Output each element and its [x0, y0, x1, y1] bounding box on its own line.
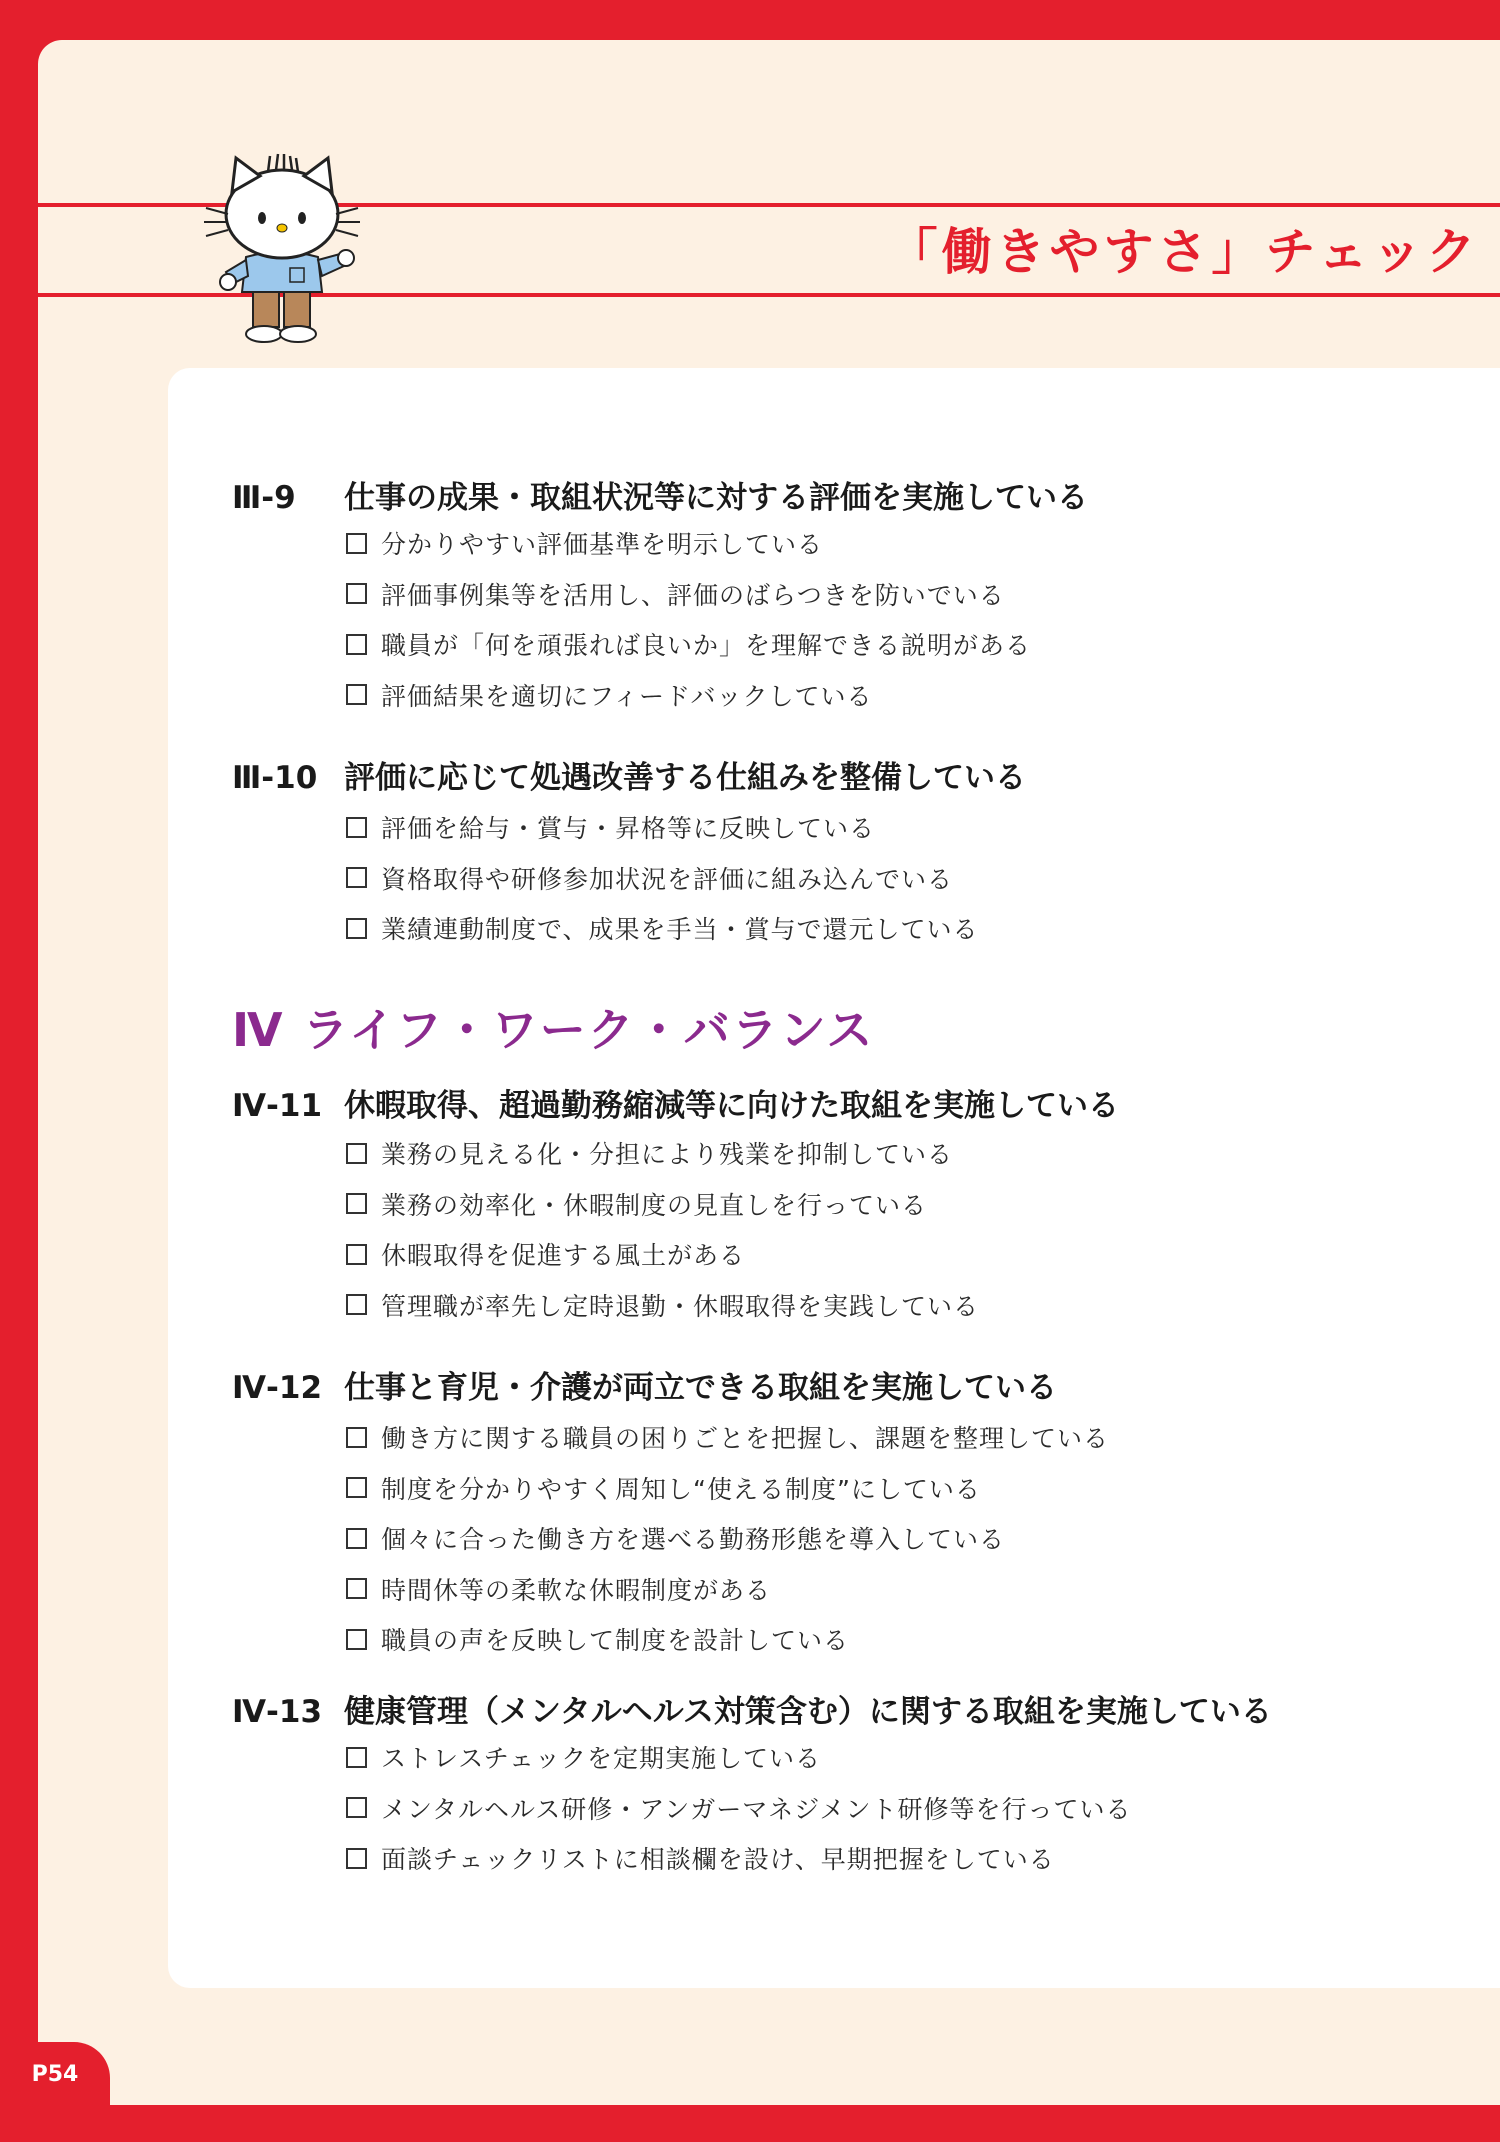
checkbox[interactable]	[346, 1294, 367, 1315]
item-heading	[232, 1080, 1119, 1124]
checkbox[interactable]	[346, 1427, 367, 1448]
checkbox[interactable]	[346, 1629, 367, 1650]
checkbox[interactable]	[346, 1477, 367, 1498]
checklist-item[interactable]	[346, 1839, 1055, 1877]
checklist-item-label: 業績連動制度で、成果を手当・賞与で還元している	[381, 915, 979, 944]
checklist-item-label: 休暇取得を促進する風土がある	[381, 1241, 746, 1270]
checklist-item[interactable]	[346, 1570, 771, 1608]
checklist-item[interactable]	[346, 1134, 953, 1172]
checkbox[interactable]	[346, 817, 367, 838]
item-number: Ⅲ-9	[232, 480, 296, 516]
checkbox[interactable]	[346, 1244, 367, 1265]
checkbox[interactable]	[346, 867, 367, 888]
item-number: Ⅲ-10	[232, 760, 318, 796]
checklist-item[interactable]	[346, 1789, 1132, 1827]
item-number: Ⅳ-11	[232, 1088, 323, 1124]
checkbox[interactable]	[346, 1747, 367, 1768]
checklist-item-label: 面談チェックリストに相談欄を設け、早期把握をしている	[381, 1845, 1055, 1874]
checklist-item[interactable]	[346, 625, 1031, 663]
item-heading	[232, 752, 1026, 796]
item-title: 休暇取得、超過勤務縮減等に向けた取組を実施している	[344, 1088, 1119, 1124]
checkbox[interactable]	[346, 684, 367, 705]
checklist-item[interactable]	[346, 909, 979, 947]
checklist-item[interactable]	[346, 1418, 1109, 1456]
checkbox[interactable]	[346, 583, 367, 604]
item-title: 仕事の成果・取組状況等に対する評価を実施している	[344, 480, 1088, 516]
checklist-item-label: 管理職が率先し定時退勤・休暇取得を実践している	[381, 1291, 980, 1321]
checklist-item-label: 評価事例集等を活用し、評価のばらつきを防いでいる	[381, 580, 1005, 610]
checklist-item[interactable]	[346, 1185, 927, 1223]
item-heading	[232, 1686, 1272, 1730]
checklist-item-label: 時間休等の柔軟な休暇制度がある	[381, 1575, 772, 1605]
checkbox[interactable]	[346, 1797, 367, 1818]
section-title: Ⅳ ライフ・ワーク・バランス	[232, 1003, 875, 1057]
item-heading	[232, 1362, 1057, 1406]
checklist-item-label: 業務の効率化・休暇制度の見直しを行っている	[381, 1190, 928, 1220]
checklist-item[interactable]	[346, 1469, 981, 1507]
checklist-item-label: メンタルヘルス研修・アンガーマネジメント研修等を行っている	[381, 1794, 1132, 1824]
checklist-item[interactable]	[346, 1738, 821, 1776]
checkbox[interactable]	[346, 1528, 367, 1549]
mascot-illustration	[198, 152, 368, 352]
checkbox[interactable]	[346, 634, 367, 655]
checklist-item-label: 職員が「何を頑張れば良いか」を理解できる説明がある	[381, 631, 1032, 660]
checkbox[interactable]	[346, 1578, 367, 1599]
item-number: Ⅳ-12	[232, 1370, 323, 1406]
checkbox[interactable]	[346, 918, 367, 939]
item-number: Ⅳ-13	[232, 1694, 323, 1730]
checklist-item-label: 分かりやすい評価基準を明示している	[381, 530, 824, 559]
checklist-item-label: 制度を分かりやすく周知し“使える制度”にしている	[381, 1474, 981, 1504]
item-title: 仕事と育児・介護が両立できる取組を実施している	[344, 1370, 1057, 1406]
checklist-item[interactable]	[346, 524, 823, 562]
page-title: 「働きやすさ」チェック	[887, 223, 1480, 281]
checklist-item-label: 業務の見える化・分担により残業を抑制している	[381, 1140, 954, 1169]
checkbox[interactable]	[346, 1848, 367, 1869]
checklist-item-label: 個々に合った働き方を選べる勤務形態を導入している	[381, 1525, 1006, 1554]
checkbox[interactable]	[346, 533, 367, 554]
checkbox[interactable]	[346, 1143, 367, 1164]
item-heading	[232, 472, 1088, 516]
checklist-item[interactable]	[346, 859, 953, 897]
checklist-item-label: 評価を給与・賞与・昇格等に反映している	[381, 814, 876, 843]
checklist-item[interactable]	[346, 1235, 745, 1273]
item-title: 健康管理（メンタルヘルス対策含む）に関する取組を実施している	[344, 1694, 1272, 1730]
checklist-item-label: 資格取得や研修参加状況を評価に組み込んでいる	[381, 864, 954, 894]
checklist-item[interactable]	[346, 1286, 979, 1324]
checklist-item-label: 働き方に関する職員の困りごとを把握し、課題を整理している	[381, 1424, 1110, 1453]
checklist-item[interactable]	[346, 808, 875, 846]
checklist-item[interactable]	[346, 575, 1005, 613]
checklist-item-label: 職員の声を反映して制度を設計している	[381, 1626, 850, 1655]
item-title: 評価に応じて処遇改善する仕組みを整備している	[344, 760, 1026, 796]
checklist-card	[168, 368, 1500, 1988]
checklist-item[interactable]	[346, 1519, 1005, 1557]
page-number: P54	[0, 2042, 110, 2106]
checklist-item-label: ストレスチェックを定期実施している	[381, 1744, 822, 1773]
checklist-item[interactable]	[346, 676, 873, 714]
checklist-item[interactable]	[346, 1620, 849, 1658]
checkbox[interactable]	[346, 1193, 367, 1214]
checklist-item-label: 評価結果を適切にフィードバックしている	[381, 681, 873, 711]
